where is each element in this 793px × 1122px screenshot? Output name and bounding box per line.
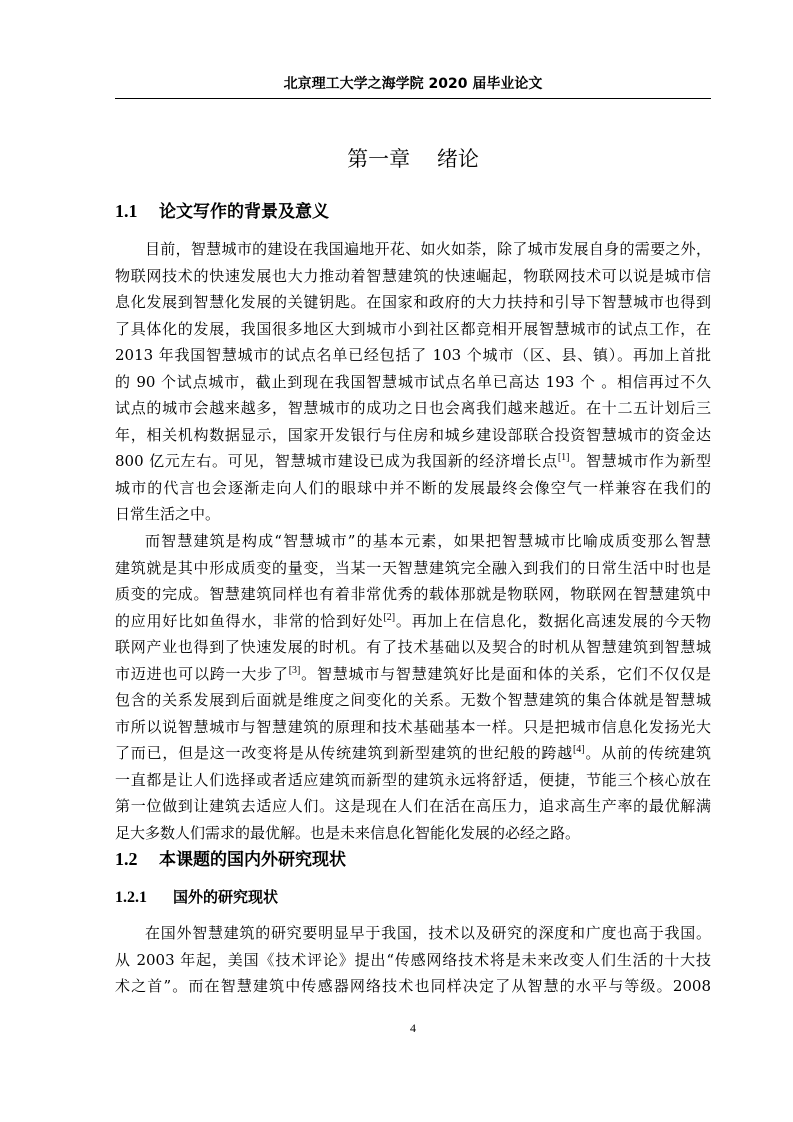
paragraph-background-2 [115, 528, 711, 846]
text-line: 联网产业也得到了快速发展的时机。有了技术基础以及契合的时机从智慧建筑到智慧城 [115, 638, 711, 656]
text-line: 建筑就是其中形成质变的量变，当某一天智慧建筑完全融入到我们的日常生活中时也是 [115, 558, 711, 577]
text-run: 800 亿元左右。可见，智慧城市建设已成为我国新的经济增长点 [115, 452, 558, 470]
citation-marker: [4] [572, 744, 585, 755]
text-line: 市所以说智慧城市与智慧建筑的原理和技术基础基本一样。只是把城市信息化发扬光大 [115, 717, 711, 736]
text-run: 。从前的传统建筑 [584, 744, 711, 762]
text-line: 一直都是让人们选择或者适应建筑而新型的建筑永远将舒适，便捷，节能三个核心放在 [115, 770, 711, 789]
subsection-title: 国外的研究现状 [173, 888, 279, 906]
text-line: 试点的城市会越来越多，智慧城市的成功之日也会离我们越来越近。在十二五计划后三 [115, 399, 711, 417]
section-number: 1.2 [115, 849, 138, 869]
section-number: 1.1 [115, 201, 138, 221]
text-line: 目前，智慧城市的建设在我国遍地开花、如火如荼，除了城市发展自身的需要之外， [145, 240, 711, 258]
page-number: 4 [410, 1021, 416, 1035]
section-heading-1-2 [115, 847, 346, 872]
text-line: 足大多数人们需求的最优解。也是未来信息化智能化发展的必经之路。 [115, 823, 581, 842]
paragraph-foreign-research [115, 920, 711, 1000]
citation-marker: [3] [288, 664, 301, 676]
text-line: 日常生活之中。 [115, 505, 221, 523]
section-title: 论文写作的背景及意义 [159, 202, 329, 222]
text-run: 了而已，但是这一改变将是从传统建筑到新型建筑的世纪般的跨越 [115, 744, 573, 762]
text-line: 在国外智慧建筑的研究要明显早于我国，技术以及研究的深度和广度也高于我国。 [145, 924, 711, 942]
citation-marker: [1] [557, 452, 570, 463]
section-title: 本课题的国内外研究现状 [159, 850, 346, 870]
text-line: 年，相关机构数据显示，国家开发银行与住房和城乡建设部联合投资智慧城市的资金达 [115, 425, 711, 444]
text-line [115, 740, 711, 767]
text-run: 。智慧城市作为新型 [569, 452, 711, 470]
text-line [115, 661, 711, 688]
section-heading-1-1 [115, 199, 329, 224]
running-header: 北京理工大学之海学院 2020 届毕业论文 [283, 76, 543, 92]
text-run: 。再加上在信息化，数据化高速发展的今天物 [395, 611, 711, 630]
text-line [115, 608, 711, 635]
text-line: 城市的代言也会逐渐走向人们的眼球中并不断的发展最终会像空气一样兼容在我们的 [115, 478, 711, 497]
text-line [115, 448, 711, 475]
text-line: 质变的完成。智慧建筑同样也有着非常优秀的载体那就是物联网，物联网在智慧建筑中 [115, 585, 711, 603]
text-line: 包含的关系发展到后面就是维度之间变化的关系。无数个智慧建筑的集合体就是智慧城 [115, 691, 711, 709]
text-line: 息化发展到智慧化发展的关键钥匙。在国家和政府的大力扶持和引导下智慧城市也得到 [115, 293, 711, 311]
subsection-number: 1.2.1 [115, 889, 147, 906]
text-run: 市迈进也可以跨一大步了 [115, 664, 289, 683]
text-line: 而智慧建筑是构成“智慧城市”的基本元素，如果把智慧城市比喻成质变那么智慧 [145, 532, 711, 550]
text-line: 物联网技术的快速发展也大力推动着智慧建筑的快速崛起，物联网技术可以说是城市信 [115, 266, 711, 285]
chapter-title: 第一章 绪论 [347, 147, 479, 171]
text-line: 第一位做到让建筑去适应人们。这是现在人们在活在高压力，追求高生产率的最优解满 [115, 797, 711, 815]
text-line: 术之首”。而在智慧建筑中传感器网络技术也同样决定了从智慧的水平与等级。2008 [115, 977, 711, 995]
text-run: 的应用好比如鱼得水，非常的恰到好处 [115, 611, 384, 630]
subsection-heading-1-2-1 [115, 886, 278, 909]
text-run: 。智慧城市与智慧建筑好比是面和体的关系，它们不仅仅是 [300, 664, 711, 683]
text-line: 了具体化的发展，我国很多地区大到城市小到社区都竞相开展智慧城市的试点工作，在 [115, 319, 711, 338]
paragraph-background-1 [115, 236, 711, 528]
text-line: 从 2003 年起，美国《技术评论》提出“传感网络技术将是未来改变人们生活的十大技 [115, 950, 711, 969]
header-rule [115, 98, 711, 99]
text-line: 2013 年我国智慧城市的试点名单已经包括了 103 个城市（区、县、镇）。再加上首批 [115, 346, 711, 364]
text-line: 的 90 个试点城市，截止到现在我国智慧城市试点名单已高达 193 个 。相信再过不久 [115, 372, 711, 391]
citation-marker: [2] [383, 611, 396, 623]
